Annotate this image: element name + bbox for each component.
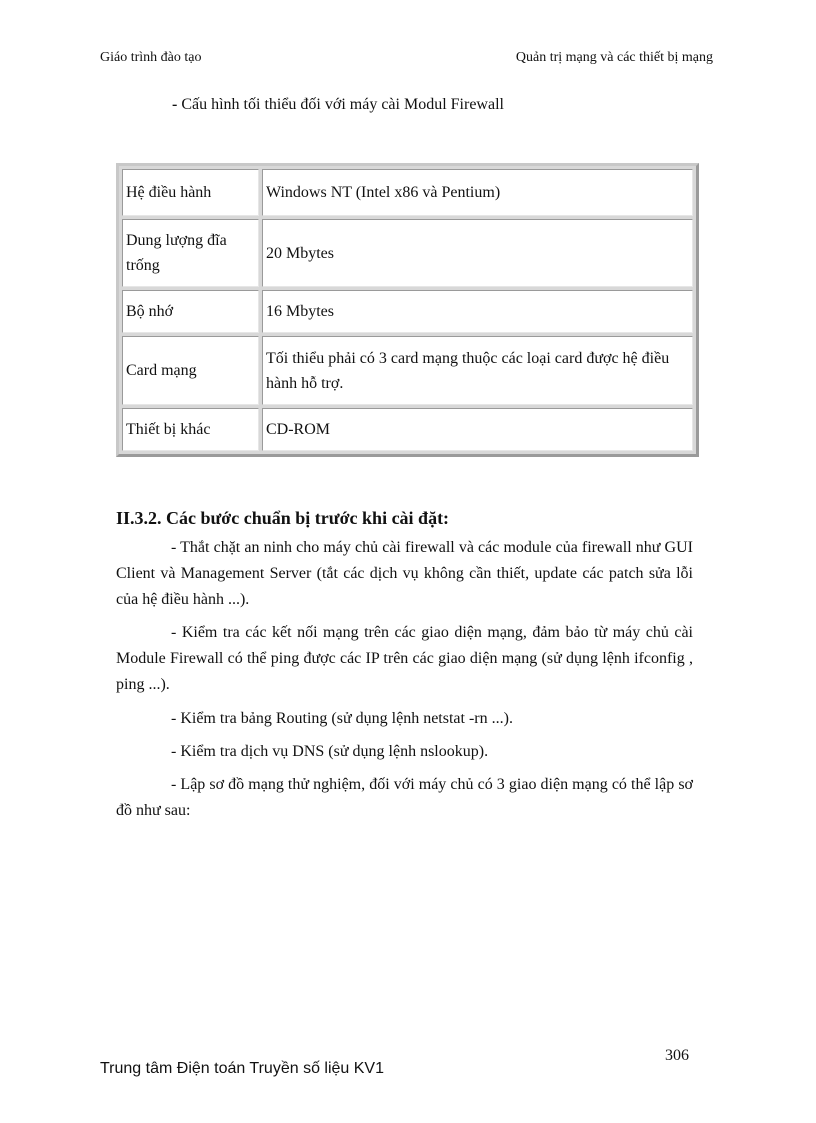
page-number: 306 bbox=[665, 1047, 689, 1064]
table-cell-label: Hệ điều hành bbox=[122, 169, 259, 216]
spec-table bbox=[116, 163, 699, 457]
header-right: Quản trị mạng và các thiết bị mạng bbox=[515, 50, 713, 65]
table-cell-value: 20 Mbytes bbox=[262, 219, 693, 287]
paragraph-security: - Thắt chặt an ninh cho máy chủ cài firewall và các module của firewall như GUI Client và Management Server (tắt các dịch vụ không cần thiết, update các patch sửa lỗi của hệ điều hành ...). bbox=[116, 539, 693, 608]
paragraph-routing: - Kiểm tra bảng Routing (sử dụng lệnh netstat -rn ...). bbox=[171, 710, 513, 727]
table-cell-value: Windows NT (Intel x86 và Pentium) bbox=[262, 169, 693, 216]
table-cell-label: Bộ nhớ bbox=[122, 290, 259, 333]
table-cell-label: Card mạng bbox=[122, 336, 259, 405]
table-row bbox=[122, 169, 693, 216]
table-row bbox=[122, 290, 693, 333]
table-row bbox=[122, 408, 693, 451]
table-cell-label: Dung lượng đĩa trống bbox=[122, 219, 259, 287]
table-cell-value: CD-ROM bbox=[262, 408, 693, 451]
table-cell-value: Tối thiểu phải có 3 card mạng thuộc các loại card được hệ điều hành hỗ trợ. bbox=[262, 336, 693, 405]
header-left: Giáo trình đào tạo bbox=[100, 50, 202, 65]
paragraph-dns: - Kiểm tra dịch vụ DNS (sử dụng lệnh nslookup). bbox=[171, 743, 489, 760]
table-cell-label: Thiết bị khác bbox=[122, 408, 259, 451]
intro-text: Cấu hình tối thiểu đối với máy cài Modul Firewall bbox=[177, 96, 504, 113]
table-cell-value: 16 Mbytes bbox=[262, 290, 693, 333]
paragraph-network-check: - Kiểm tra các kết nối mạng trên các giao diện mạng, đảm bảo từ máy chủ cài Module Firewall có thể ping được các IP trên các giao diện mạng (sử dụng lệnh ifconfig , ping ...). bbox=[116, 624, 693, 693]
table-row bbox=[122, 336, 693, 405]
paragraph-network-diagram: - Lập sơ đồ mạng thử nghiệm, đối với máy chủ có 3 giao diện mạng có thể lập sơ đồ như sau: bbox=[116, 776, 693, 819]
intro-line bbox=[172, 96, 504, 114]
table-row bbox=[122, 219, 693, 287]
footer-text: Trung tâm Điện toán Truyền số liệu KV1 bbox=[100, 1060, 384, 1077]
section-heading: II.3.2. Các bước chuẩn bị trước khi cài đặt: bbox=[116, 508, 450, 528]
intro-dash: - bbox=[172, 96, 178, 113]
